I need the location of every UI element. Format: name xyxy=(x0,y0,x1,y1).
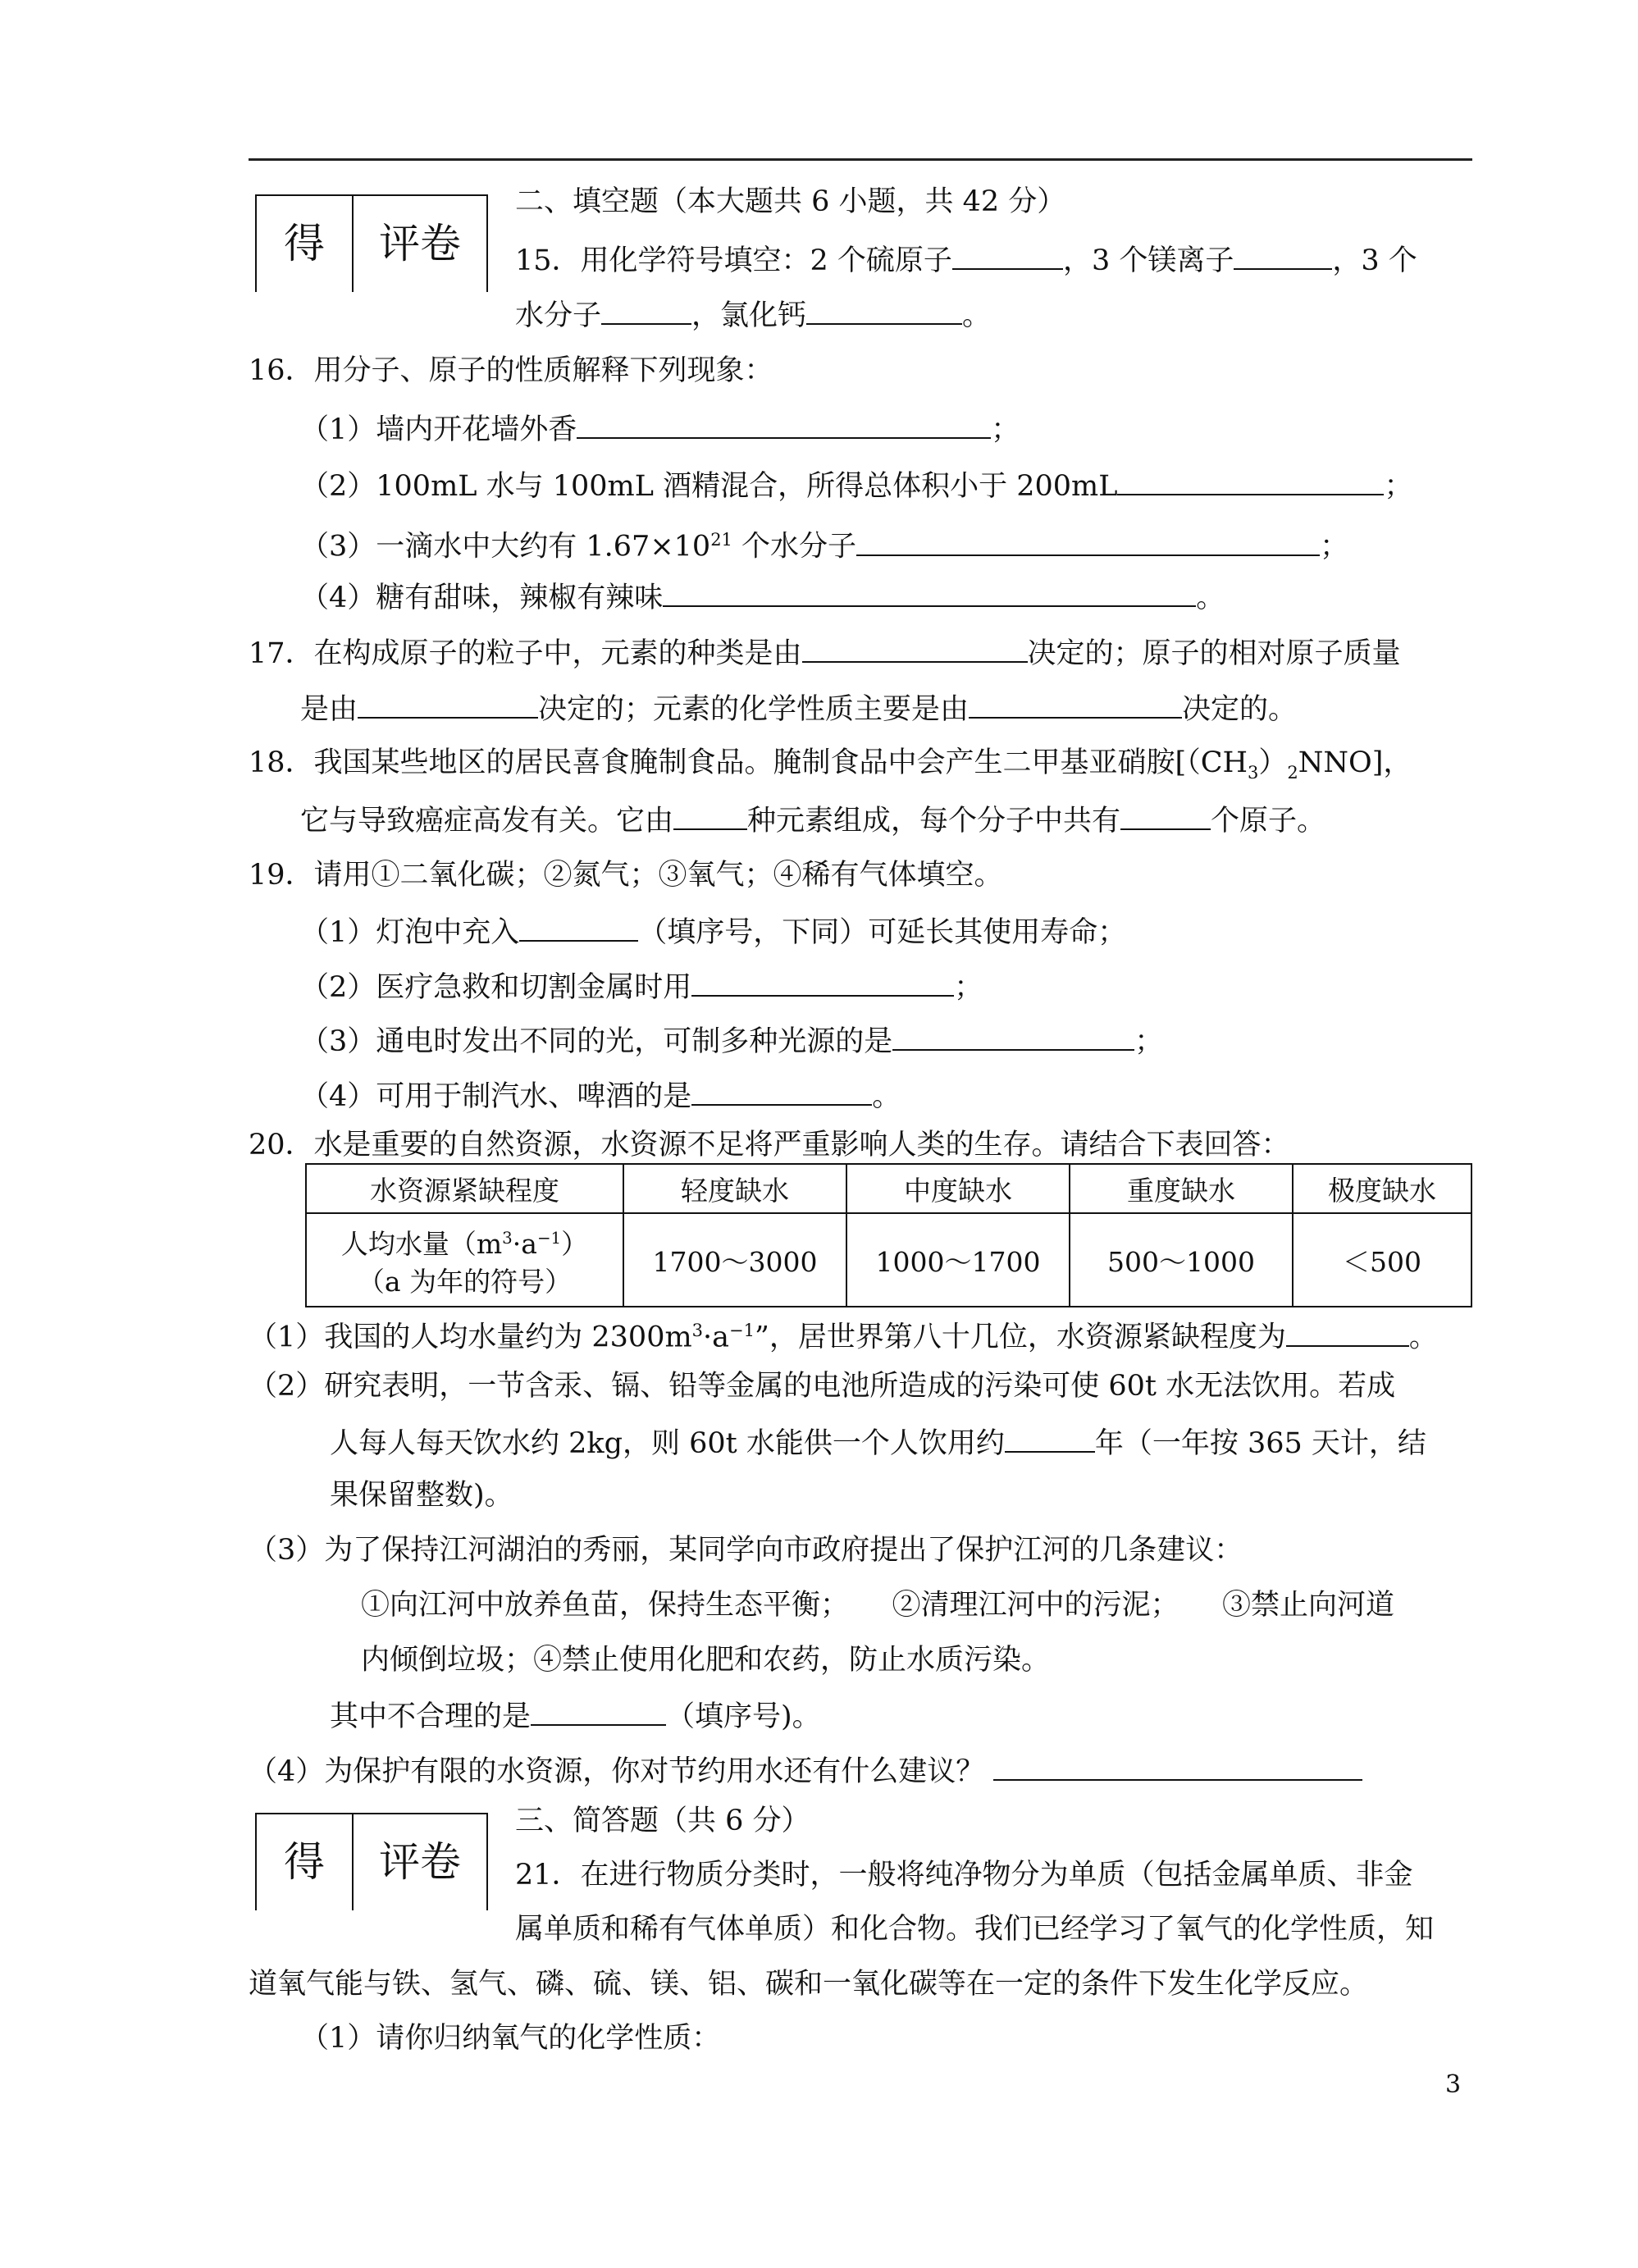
q18-blank-1[interactable] xyxy=(673,799,747,830)
q18-line1: 18．我国某些地区的居民喜食腌制食品。腌制食品中会产生二甲基亚硝胺$[(CH_3)_2NNO]$， xyxy=(249,746,1412,783)
table-header-cell: 极度缺水 xyxy=(1293,1164,1471,1213)
q20-blank-4[interactable] xyxy=(993,1750,1362,1781)
q20-p2-line3: 果保留整数)。 xyxy=(330,1479,513,1512)
q20-p1: （1）我国的人均水量约为 $2300m^3\cdot a^{-1}$”，居世界第八十几位，水资源紧缺程度为 。 xyxy=(249,1311,1438,1358)
q20-blank-3[interactable] xyxy=(531,1695,666,1726)
q16-p2: （2）100mL 水与 100mL 酒精混合，所得总体积小于 200mL ； xyxy=(300,464,1413,506)
table-header-row xyxy=(306,1164,1471,1213)
q19-p4: （4）可用于制汽水、啤酒的是 。 xyxy=(300,1075,901,1116)
q16-p3: （3）一滴水中大约有 $1.67\times 10^{21}$ 个水分子 ； xyxy=(300,520,1348,567)
q15-blank-2[interactable] xyxy=(1234,239,1332,270)
q15-blank-3[interactable] xyxy=(601,294,691,325)
water-scarcity-table xyxy=(305,1163,1472,1307)
q16-p4: （4）糖有甜味，辣椒有辣味 。 xyxy=(300,576,1225,618)
section3-title: 三、简答题（共 6 分） xyxy=(515,1805,810,1837)
q19-blank-4[interactable] xyxy=(691,1075,872,1106)
table-cell: ＜500 xyxy=(1293,1213,1471,1307)
q15-blank-4[interactable] xyxy=(806,294,962,325)
q20-p2-line1: （2）研究表明，一节含汞、镉、铅等金属的电池所造成的污染可使 60t 水无法饮用。若成 xyxy=(249,1370,1396,1403)
score-box-section3 xyxy=(255,1813,488,1910)
score-box-label-de: 得 xyxy=(284,1838,325,1886)
page-number: 3 xyxy=(1445,2070,1462,2099)
q20-p2-line2: 人每人每天饮水约 2kg，则 60t 水能供一个人饮用约 年（一年按 365 天计，结 xyxy=(330,1421,1426,1463)
score-box-label-pingjuan: 评卷 xyxy=(379,1838,461,1886)
q16-blank-3[interactable] xyxy=(856,525,1320,556)
q16-p1: （1）墙内开花墙外香 ； xyxy=(300,408,1020,449)
q17-line1: 17．在构成原子的粒子中，元素的种类是由 决定的；原子的相对原子质量 xyxy=(249,632,1401,673)
q19-blank-3[interactable] xyxy=(892,1020,1134,1051)
q17-blank-2[interactable] xyxy=(358,687,538,719)
q21-line1: 21．在进行物质分类时，一般将纯净物分为单质（包括金属单质、非金 xyxy=(515,1859,1413,1892)
q15-line2: 水分子 ，氯化钙 。 xyxy=(515,294,991,335)
q16-blank-4[interactable] xyxy=(663,576,1196,607)
q19-p3: （3）通电时发出不同的光，可制多种光源的是 ； xyxy=(300,1020,1163,1061)
q20-p3-line3: 内倾倒垃圾；④禁止使用化肥和农药，防止水质污染。 xyxy=(361,1644,1051,1677)
q16-blank-1[interactable] xyxy=(577,408,991,439)
table-header-cell: 重度缺水 xyxy=(1070,1164,1293,1213)
table-header-cell: 中度缺水 xyxy=(846,1164,1070,1213)
q20-p3-line4: 其中不合理的是 （填序号)。 xyxy=(330,1695,821,1736)
q19-p2: （2）医疗急救和切割金属时用 ； xyxy=(300,965,983,1007)
q20-stem: 20．水是重要的自然资源，水资源不足将严重影响人类的生存。请结合下表回答： xyxy=(249,1129,1290,1161)
q16-blank-2[interactable] xyxy=(1117,464,1384,495)
q17-blank-1[interactable] xyxy=(802,632,1028,663)
q16-stem: 16．用分子、原子的性质解释下列现象： xyxy=(249,354,773,387)
table-cell: 1700～3000 xyxy=(623,1213,846,1307)
q20-p4: （4）为保护有限的水资源，你对节约用水还有什么建议？ xyxy=(249,1750,1362,1791)
q19-blank-2[interactable] xyxy=(691,965,954,997)
q20-p3-line2: ①向江河中放养鱼苗，保持生态平衡； ②清理江河中的污泥； ③禁止向河道 xyxy=(361,1589,1395,1622)
q19-p1: （1）灯泡中充入 （填序号，下同）可延长其使用寿命； xyxy=(300,910,1126,952)
q21-line3: 道氧气能与铁、氢气、磷、硫、镁、铝、碳和一氧化碳等在一定的条件下发生化学反应。 xyxy=(249,1968,1369,2001)
table-row xyxy=(306,1213,1471,1307)
q17-line2: 是由 决定的；元素的化学性质主要是由 决定的。 xyxy=(300,687,1297,729)
table-row-label: 人均水量$(m^3\cdot a^{-1})$ （a 为年的符号） xyxy=(306,1213,623,1307)
q20-p3-line1: （3）为了保持江河湖泊的秀丽，某同学向市政府提出了保护江河的几条建议： xyxy=(249,1534,1243,1567)
table-cell: 500～1000 xyxy=(1070,1213,1293,1307)
header-rule xyxy=(249,158,1472,161)
q18-line2: 它与导致癌症高发有关。它由 种元素组成，每个分子中共有 个原子。 xyxy=(300,799,1325,841)
score-box-section2 xyxy=(255,194,488,292)
section2-title: 二、填空题（本大题共 6 小题，共 42 分） xyxy=(515,185,1066,218)
q15-blank-1[interactable] xyxy=(952,239,1063,270)
table-cell: 1000～1700 xyxy=(846,1213,1070,1307)
table-header-cell: 轻度缺水 xyxy=(623,1164,846,1213)
q19-blank-1[interactable] xyxy=(519,910,638,942)
q20-blank-1[interactable] xyxy=(1286,1316,1409,1347)
q18-blank-2[interactable] xyxy=(1120,799,1211,830)
table-header-cell: 水资源紧缺程度 xyxy=(306,1164,623,1213)
score-box-label-de: 得 xyxy=(284,220,325,267)
q21-line2: 属单质和稀有气体单质）和化合物。我们已经学习了氧气的化学性质，知 xyxy=(515,1913,1435,1946)
q20-blank-2[interactable] xyxy=(1005,1421,1095,1453)
q15-line1: 15．用化学符号填空：2 个硫原子 ，3 个镁离子 ，3 个 xyxy=(515,239,1417,281)
score-box-label-pingjuan: 评卷 xyxy=(379,220,461,267)
q19-stem: 19．请用①二氧化碳；②氮气；③氧气；④稀有气体填空。 xyxy=(249,859,1003,892)
q17-blank-3[interactable] xyxy=(969,687,1182,719)
q21-line4: （1）请你归纳氧气的化学性质： xyxy=(300,2022,721,2055)
